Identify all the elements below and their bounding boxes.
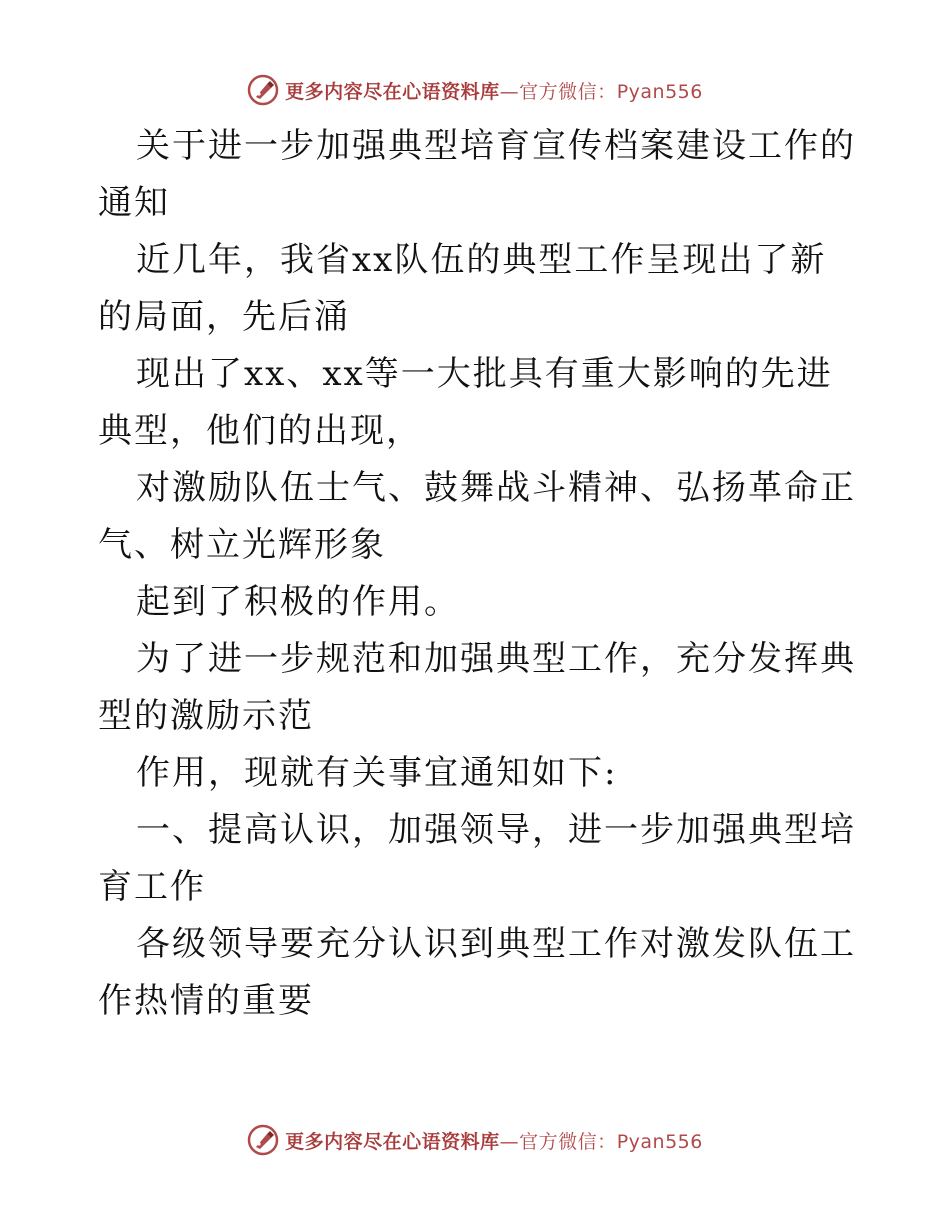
- watermark-text: 更多内容尽在心语资料库—官方微信：Pyan556: [285, 1130, 703, 1153]
- paragraph-6: 作用，现就有关事宜通知如下:: [136, 753, 618, 793]
- document-body: [98, 118, 858, 1030]
- paragraph-8: 各级领导要充分认识到典型工作对激发队伍工作热情的重要: [98, 924, 856, 1021]
- document-title: 关于进一步加强典型培育宣传档案建设工作的通知: [98, 126, 856, 223]
- paragraph-1: 近几年，我省xx队伍的典型工作呈现出了新的局面，先后涌: [98, 240, 827, 337]
- paragraph-3: 对激励队伍士气、鼓舞战斗精神、弘扬革命正气、树立光辉形象: [98, 468, 856, 565]
- footer-watermark: [0, 1122, 950, 1158]
- paragraph-5: 为了进一步规范和加强典型工作，充分发挥典型的激励示范: [98, 639, 856, 736]
- section-heading-1: 一、提高认识，加强领导，进一步加强典型培育工作: [98, 810, 856, 907]
- pen-nib-logo-icon: [247, 1124, 279, 1156]
- header-watermark: [0, 72, 950, 108]
- watermark-text: 更多内容尽在心语资料库—官方微信：Pyan556: [285, 80, 703, 103]
- paragraph-2: 现出了xx、xx等一大批具有重大影响的先进典型，他们的出现，: [98, 354, 833, 451]
- paragraph-4: 起到了积极的作用。: [136, 582, 460, 622]
- pen-nib-logo-icon: [247, 74, 279, 106]
